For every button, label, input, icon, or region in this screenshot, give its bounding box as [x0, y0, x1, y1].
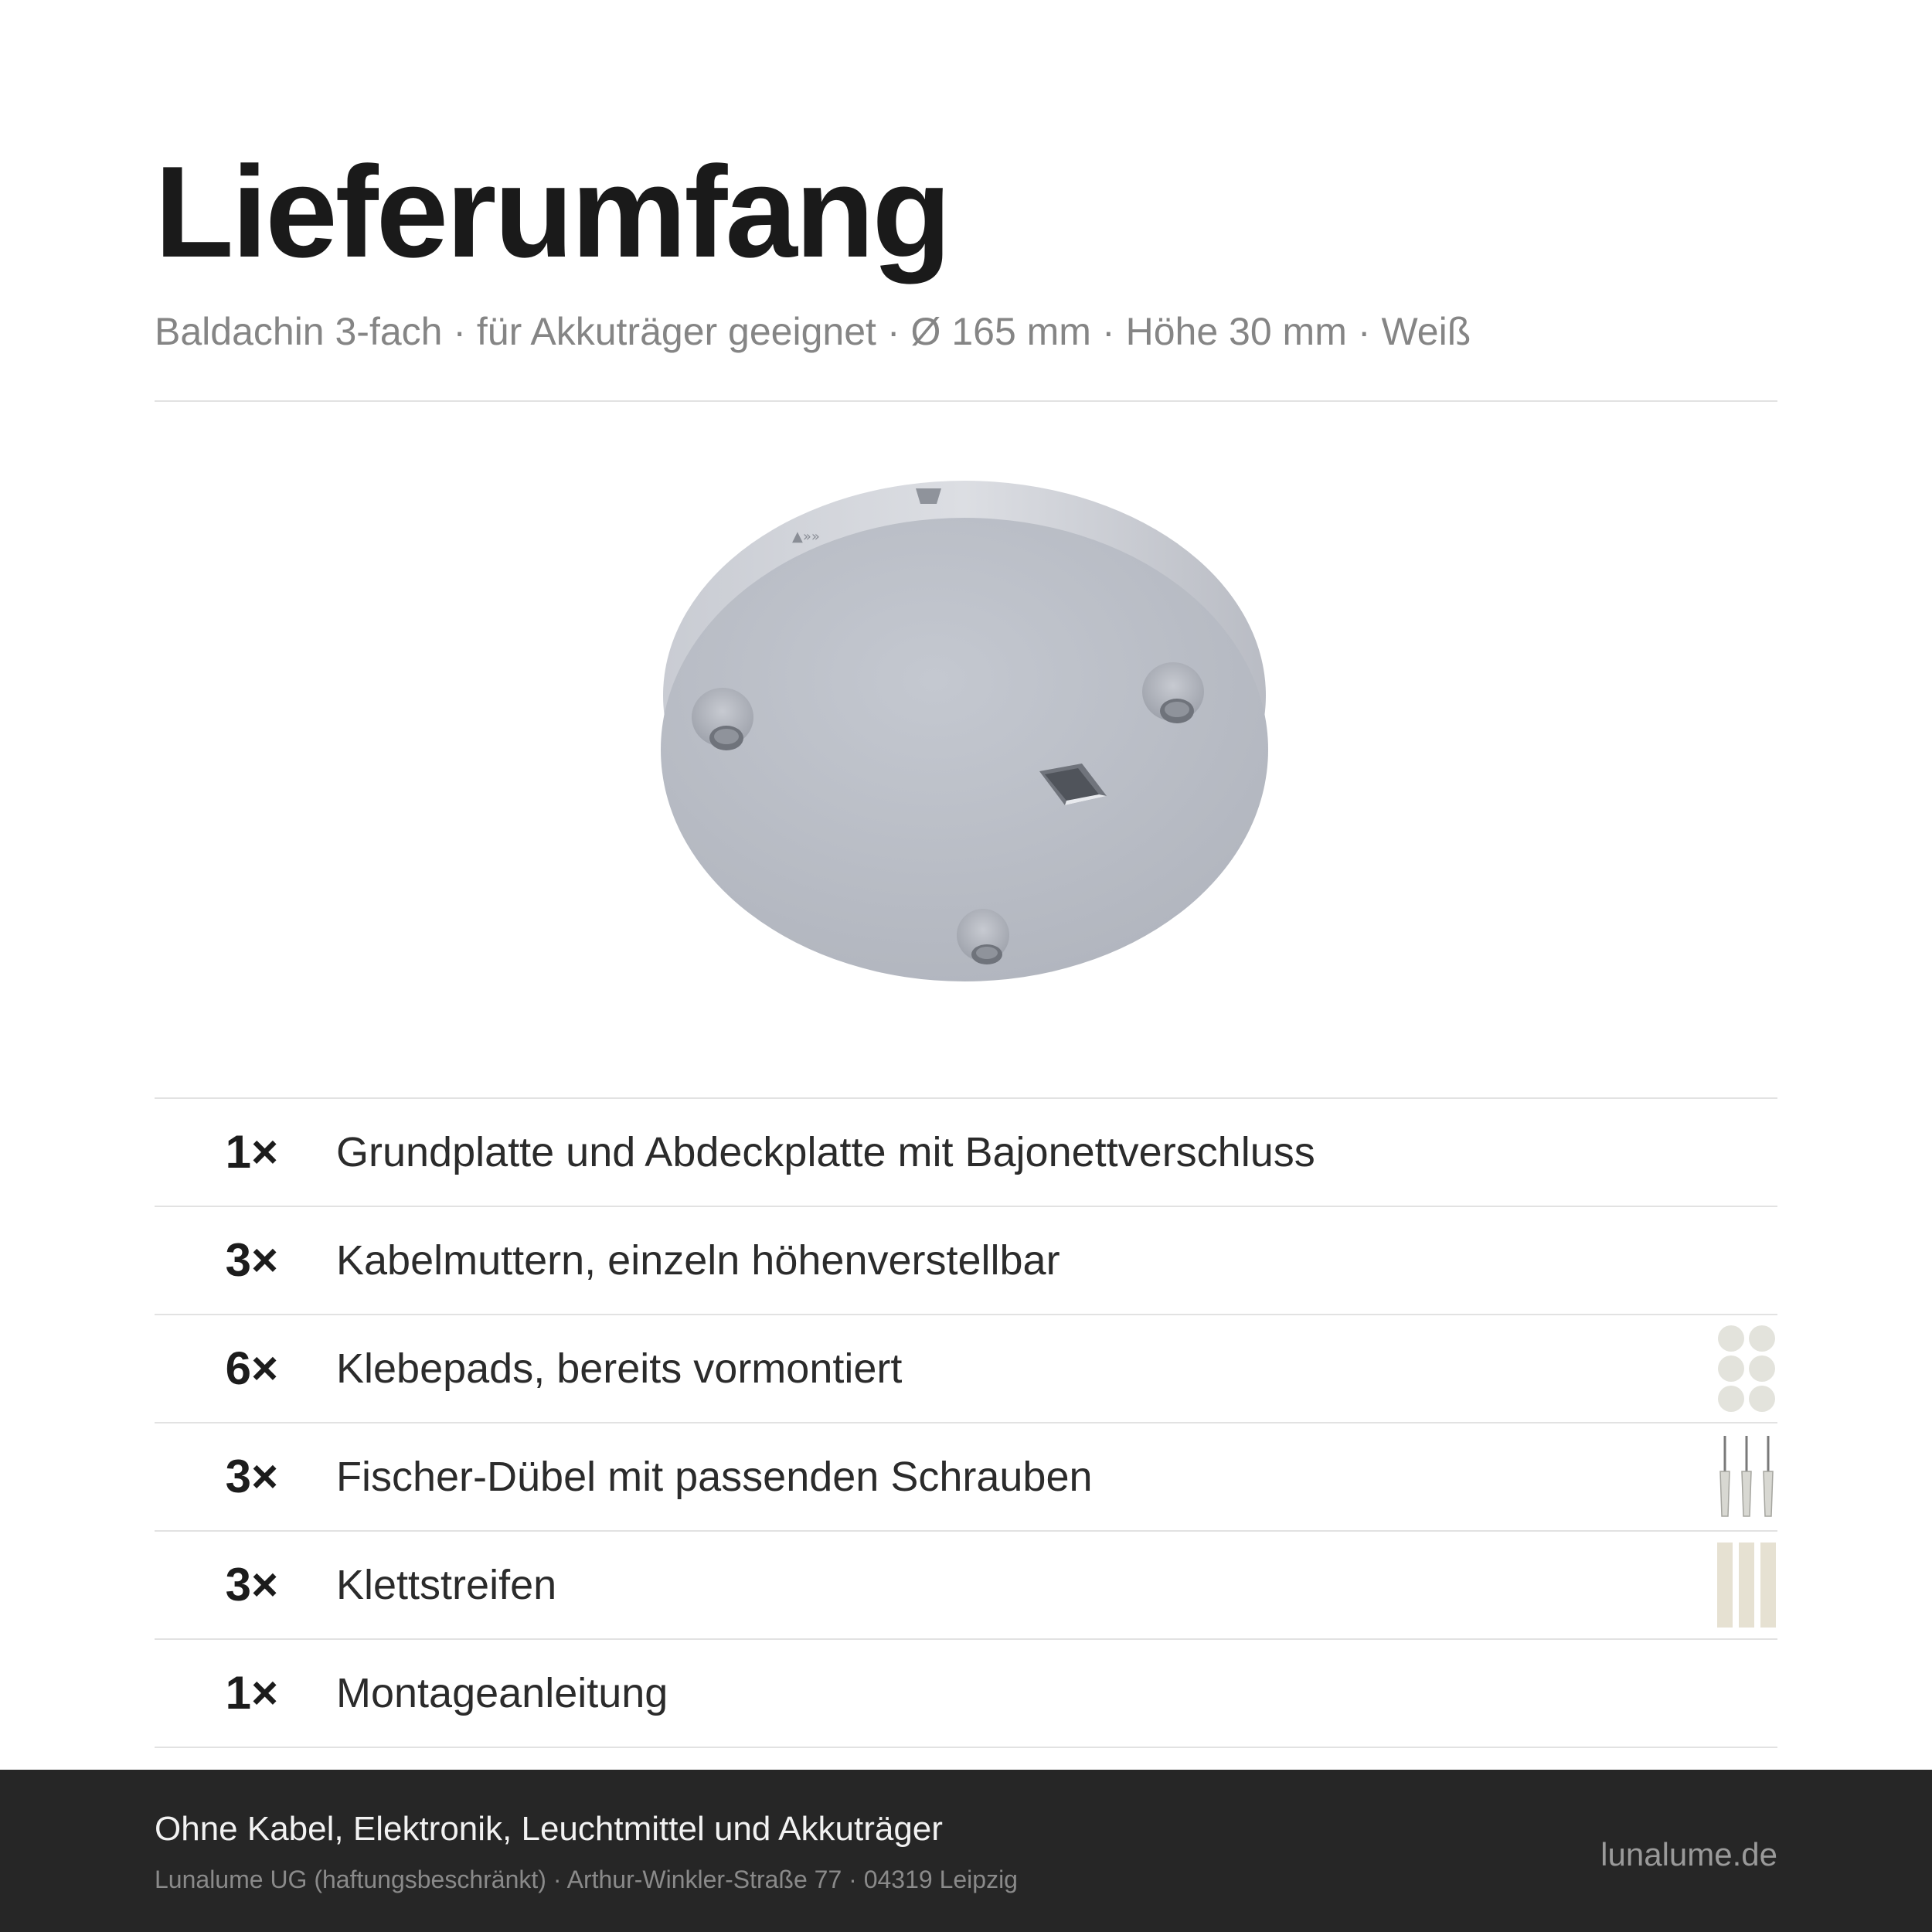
footer-headline: Ohne Kabel, Elektronik, Leuchtmittel und Akkuträger	[155, 1810, 943, 1848]
website-link[interactable]: lunalume.de	[1600, 1836, 1777, 1872]
spec-product: Baldachin 3-fach · für Akkuträger geeignet	[155, 310, 876, 353]
footer	[0, 1770, 1932, 1932]
company-address: Lunalume UG (haftungsbeschränkt) · Arthur-Winkler-Straße 77 · 04319 Leipzig	[155, 1866, 1018, 1893]
dowels-screws-icon	[1716, 1433, 1777, 1521]
item-label: Kabelmuttern, einzeln höhenverstellbar	[336, 1237, 1060, 1284]
item-quantity: 3×	[225, 1559, 278, 1611]
page-title: Lieferumfang	[155, 139, 950, 284]
list-item	[155, 1207, 1777, 1315]
item-quantity: 1×	[225, 1667, 278, 1719]
spec-diameter: Ø 165 mm	[910, 310, 1091, 353]
item-label: Grundplatte und Abdeckplatte mit Bajonettverschluss	[336, 1129, 1315, 1175]
item-label: Montageanleitung	[336, 1670, 668, 1716]
spec-separator: ·	[886, 310, 900, 353]
delivery-contents-list	[155, 1097, 1777, 1748]
canopy-product-image	[649, 471, 1283, 981]
spec-separator: ·	[1101, 310, 1115, 353]
list-item	[155, 1315, 1777, 1423]
velcro-strips-icon	[1716, 1541, 1777, 1629]
adhesive-pads-icon	[1716, 1325, 1777, 1413]
product-specs	[155, 309, 1471, 354]
item-quantity: 6×	[225, 1342, 278, 1394]
item-quantity: 3×	[225, 1451, 278, 1502]
spec-color: Weiß	[1381, 310, 1471, 353]
item-quantity: 3×	[225, 1234, 278, 1286]
svg-text:▲»»: ▲»»	[792, 529, 820, 545]
spec-separator: ·	[1357, 310, 1371, 353]
list-item	[155, 1423, 1777, 1532]
list-item	[155, 1640, 1777, 1748]
item-label: Fischer-Dübel mit passenden Schrauben	[336, 1454, 1093, 1500]
item-label: Klebepads, bereits vormontiert	[336, 1345, 903, 1392]
header-divider	[155, 400, 1777, 402]
item-label: Klettstreifen	[336, 1562, 557, 1608]
list-item	[155, 1097, 1777, 1207]
list-item	[155, 1532, 1777, 1640]
spec-height: Höhe 30 mm	[1125, 310, 1347, 353]
item-quantity: 1×	[225, 1126, 278, 1178]
